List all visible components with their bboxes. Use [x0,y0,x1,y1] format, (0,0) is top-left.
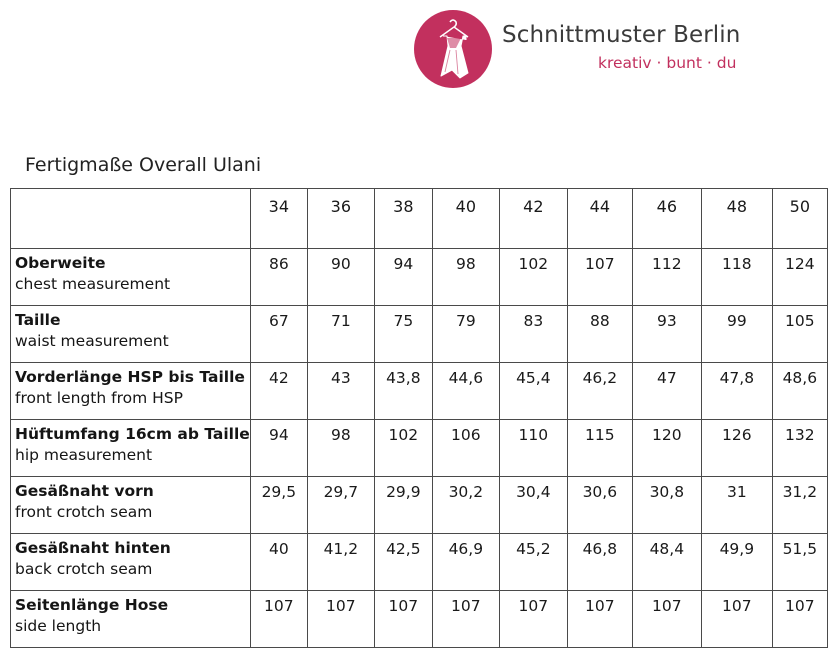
measurement-cell: 107 [250,591,307,648]
size-header-46: 46 [632,189,701,249]
measurement-cell: 79 [432,306,499,363]
size-header-48: 48 [701,189,772,249]
measurement-cell: 29,5 [250,477,307,534]
size-header-44: 44 [567,189,632,249]
measurement-cell: 99 [701,306,772,363]
measurement-cell: 49,9 [701,534,772,591]
measurement-cell: 98 [432,249,499,306]
size-header-42: 42 [499,189,567,249]
table-row [11,534,828,591]
table-header-row [11,189,828,249]
measurement-cell: 30,2 [432,477,499,534]
measurement-cell: 47,8 [701,363,772,420]
measurement-cell: 51,5 [772,534,827,591]
row-label-german: Oberweite [15,254,106,272]
brand-logo [414,10,492,88]
row-label-english: chest measurement [15,275,171,293]
row-label-cell [11,534,251,591]
measurement-cell: 107 [374,591,432,648]
table-row [11,363,828,420]
measurement-cell: 44,6 [432,363,499,420]
brand-name: Schnittmuster Berlin [502,22,741,48]
measurement-cell: 102 [499,249,567,306]
measurement-cell: 107 [772,591,827,648]
row-label-english: hip measurement [15,446,153,464]
measurement-cell: 46,9 [432,534,499,591]
measurement-cell: 43 [307,363,374,420]
measurement-cell: 110 [499,420,567,477]
measurement-cell: 86 [250,249,307,306]
table-corner-cell [11,189,251,249]
measurement-cell: 98 [307,420,374,477]
size-header-38: 38 [374,189,432,249]
measurement-cell: 30,6 [567,477,632,534]
row-label-cell [11,306,251,363]
measurement-cell: 48,6 [772,363,827,420]
measurement-cell: 107 [432,591,499,648]
row-label-german: Vorderlänge HSP bis Taille [15,368,245,386]
measurement-cell: 132 [772,420,827,477]
measurement-cell: 45,2 [499,534,567,591]
measurement-cell: 115 [567,420,632,477]
measurement-cell: 71 [307,306,374,363]
size-header-34: 34 [250,189,307,249]
measurement-cell: 107 [567,591,632,648]
measurement-cell: 107 [499,591,567,648]
measurement-cell: 29,7 [307,477,374,534]
measurement-cell: 42 [250,363,307,420]
measurement-cell: 83 [499,306,567,363]
page-title: Fertigmaße Overall Ulani [25,154,262,176]
row-label-cell [11,363,251,420]
row-label-german: Taille [15,311,61,329]
row-label-english: side length [15,617,102,635]
size-header-36: 36 [307,189,374,249]
table-row [11,477,828,534]
measurement-cell: 46,8 [567,534,632,591]
measurement-table [10,188,828,648]
row-label-cell [11,420,251,477]
row-label-german: Hüftumfang 16cm ab Taille [15,425,250,443]
row-label-german: Seitenlänge Hose [15,596,169,614]
measurement-cell: 106 [432,420,499,477]
measurement-cell: 47 [632,363,701,420]
measurement-cell: 93 [632,306,701,363]
measurement-cell: 107 [701,591,772,648]
measurement-cell: 75 [374,306,432,363]
measurement-cell: 41,2 [307,534,374,591]
measurement-cell: 67 [250,306,307,363]
measurement-cell: 31 [701,477,772,534]
measurement-cell: 30,4 [499,477,567,534]
measurement-cell: 46,2 [567,363,632,420]
row-label-german: Gesäßnaht vorn [15,482,154,500]
measurement-cell: 29,9 [374,477,432,534]
row-label-cell [11,477,251,534]
measurement-cell: 31,2 [772,477,827,534]
measurement-cell: 94 [374,249,432,306]
dress-on-hanger-icon [414,10,492,88]
measurement-cell: 126 [701,420,772,477]
brand-tagline: kreativ · bunt · du [598,54,737,72]
measurement-cell: 118 [701,249,772,306]
measurement-cell: 107 [567,249,632,306]
measurement-cell: 105 [772,306,827,363]
measurement-cell: 48,4 [632,534,701,591]
measurement-cell: 112 [632,249,701,306]
table-row [11,420,828,477]
measurement-cell: 107 [307,591,374,648]
measurement-cell: 124 [772,249,827,306]
measurement-cell: 120 [632,420,701,477]
measurement-cell: 88 [567,306,632,363]
row-label-english: front length from HSP [15,389,183,407]
size-header-50: 50 [772,189,827,249]
table-row [11,306,828,363]
measurement-cell: 107 [632,591,701,648]
row-label-cell [11,249,251,306]
measurement-cell: 94 [250,420,307,477]
table-row [11,249,828,306]
row-label-cell [11,591,251,648]
size-header-40: 40 [432,189,499,249]
measurement-cell: 40 [250,534,307,591]
measurement-cell: 30,8 [632,477,701,534]
measurement-cell: 42,5 [374,534,432,591]
row-label-english: waist measurement [15,332,169,350]
measurement-cell: 43,8 [374,363,432,420]
table-row [11,591,828,648]
row-label-german: Gesäßnaht hinten [15,539,171,557]
row-label-english: back crotch seam [15,560,153,578]
row-label-english: front crotch seam [15,503,153,521]
measurement-cell: 45,4 [499,363,567,420]
measurement-cell: 102 [374,420,432,477]
measurement-cell: 90 [307,249,374,306]
